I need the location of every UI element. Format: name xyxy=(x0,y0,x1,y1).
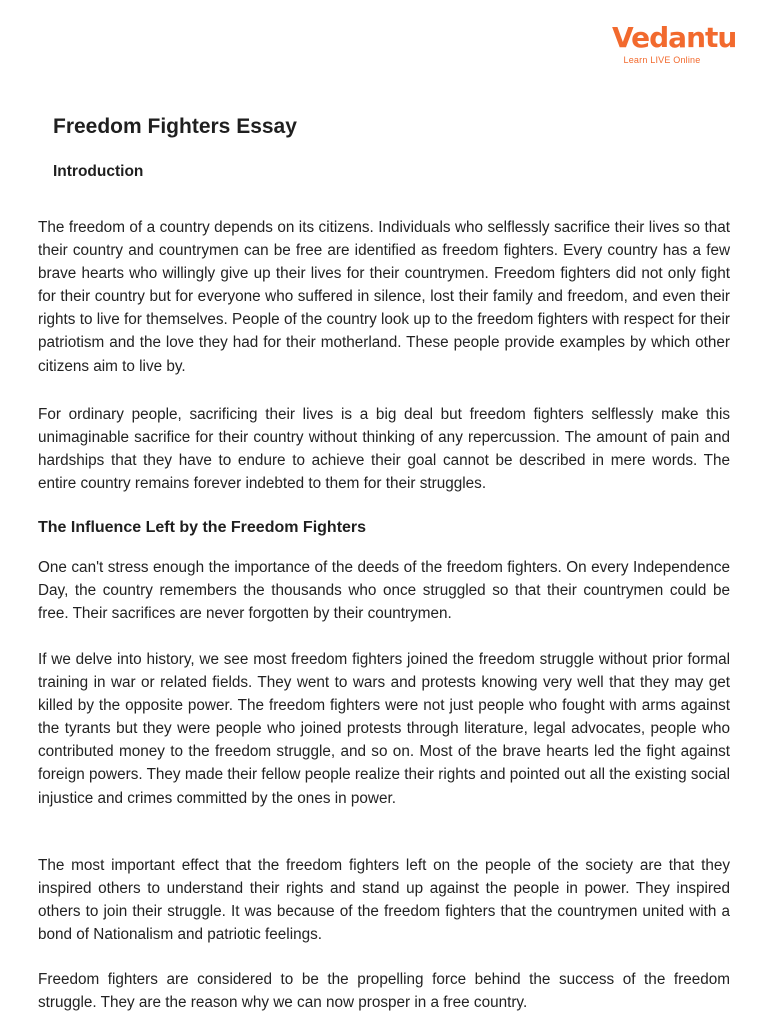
paragraph-5: The most important effect that the freedom fighters left on the people of the society are that they inspired others to understand their rights and stand up against the people in power. They inspired others to join their struggle. It was because of the freedom fighters that the countrymen united with a bond of Nationalism and patriotic feelings. xyxy=(38,857,730,944)
logo-tagline: Learn LIVE Online xyxy=(623,55,701,65)
paragraph-3: One can't stress enough the importance of the deeds of the freedom fighters. On every Independence Day, the country remembers the thousands who once struggled so that their countrymen could be free. Their sacrifices are never forgotten by their countrymen. xyxy=(38,559,730,623)
paragraph-1: The freedom of a country depends on its citizens. Individuals who selflessly sacrifice their lives so that their country and countrymen can be free are identified as freedom fighters. Every country has a few brave hearts who willingly give up their lives for their countrymen. Freedom fighters did not only fight for their country but for everyone who suffered in silence, lost their family and freedom, and even their rights to live for themselves. People of the country look up to the freedom fighters with respect for their patriotism and the love they had for their motherland. These people provide examples by which other citizens aim to live by. xyxy=(38,219,730,375)
logo-wordmark: Vedantu xyxy=(612,21,737,54)
influence-section-heading: The Influence Left by the Freedom Fighters xyxy=(38,519,367,536)
paragraph-6: Freedom fighters are considered to be the propelling force behind the success of the freedom struggle. They are the reason why we can now prosper in a free country. xyxy=(38,971,730,1012)
paragraph-4: If we delve into history, we see most freedom fighters joined the freedom struggle without prior formal training in war or related fields. They went to wars and protests knowing very well that they may get killed by the opposite power. The freedom fighters were not just people who fought with arms against the tyrants but they were people who joined protests through literature, legal advocates, people who contributed money to the freedom struggle, and so on. Most of the brave hearts led the fight against foreign powers. They made their fellow people realize their rights and pointed out all the existing social injustice and crimes committed by the ones in power. xyxy=(38,651,730,807)
paragraph-2: For ordinary people, sacrificing their lives is a big deal but freedom fighters selflessly make this unimaginable sacrifice for their country without thinking of any repercussion. The amount of pain and hardships that they have to endure to achieve their goal cannot be described in mere words. The entire country remains forever indebted to them for their struggles. xyxy=(38,406,730,493)
introduction-heading: Introduction xyxy=(53,163,144,180)
page-title: Freedom Fighters Essay xyxy=(53,115,297,138)
vedantu-logo xyxy=(612,21,737,66)
